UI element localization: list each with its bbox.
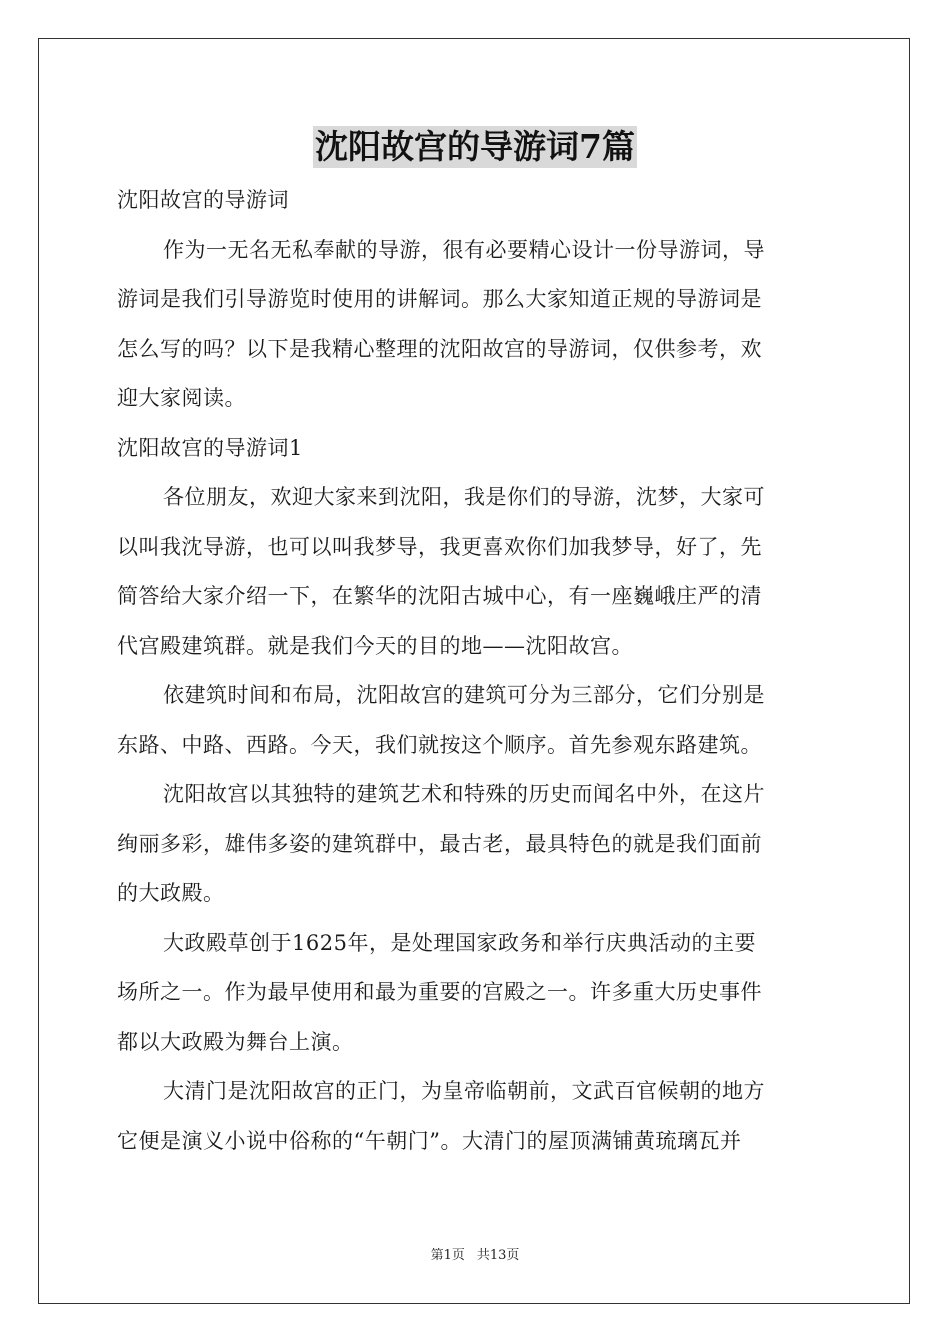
text-line: 它便是演义小说中俗称的“午朝门”。大清门的屋顶满铺黄琉璃瓦并: [117, 1128, 742, 1153]
text-line: 怎么写的吗？以下是我精心整理的沈阳故宫的导游词，仅供参考，欢: [117, 336, 762, 361]
text-line: 绚丽多彩，雄伟多姿的建筑群中，最古老，最具特色的就是我们面前: [117, 831, 762, 856]
text-line: 东路、中路、西路。今天，我们就按这个顺序。首先参观东路建筑。: [117, 732, 762, 757]
text-line: 迎大家阅读。: [117, 386, 246, 410]
text-line: 沈阳故宫以其独特的建筑艺术和特殊的历史而闻名中外，在这片: [163, 782, 765, 806]
text-line: 简答给大家介绍一下，在繁华的沈阳古城中心，有一座巍峨庄严的清: [117, 584, 762, 608]
text-line: 场所之一。作为最早使用和最为重要的宫殿之一。许多重大历史事件: [117, 980, 762, 1004]
text-line: 的大政殿。: [117, 881, 225, 905]
text-line: 作为一无名无私奉献的导游，很有必要精心设计一份导游词，导: [163, 237, 765, 262]
text-line: 沈阳故宫的导游词1: [117, 435, 303, 460]
text-line: 代宫殿建筑群。就是我们今天的目的地——沈阳故宫。: [117, 633, 633, 658]
text-line: 依建筑时间和布局，沈阳故宫的建筑可分为三部分，它们分别是: [163, 683, 765, 707]
page-total: 共13页: [476, 1248, 520, 1263]
text-line: 沈阳故宫的导游词: [117, 188, 289, 212]
page-number: 第1页: [430, 1248, 465, 1263]
page-footer: [0, 1247, 950, 1265]
text-line: 各位朋友，欢迎大家来到沈阳，我是你们的导游，沈梦，大家可: [163, 485, 765, 509]
title-wrap: [0, 126, 950, 168]
text-line: 游词是我们引导游览时使用的讲解词。那么大家知道正规的导游词是: [117, 287, 762, 311]
text-line: 以叫我沈导游，也可以叫我梦导，我更喜欢你们加我梦导，好了，先: [117, 534, 762, 559]
text-line: 都以大政殿为舞台上演。: [117, 1029, 354, 1054]
document-title: 沈阳故宫的导游词7篇: [315, 127, 635, 166]
document-body: [117, 176, 833, 1166]
text-line: 大清门是沈阳故宫的正门，为皇帝临朝前，文武百官候朝的地方: [163, 1079, 765, 1103]
text-line: 大政殿草创于1625年，是处理国家政务和举行庆典活动的主要: [163, 930, 756, 955]
